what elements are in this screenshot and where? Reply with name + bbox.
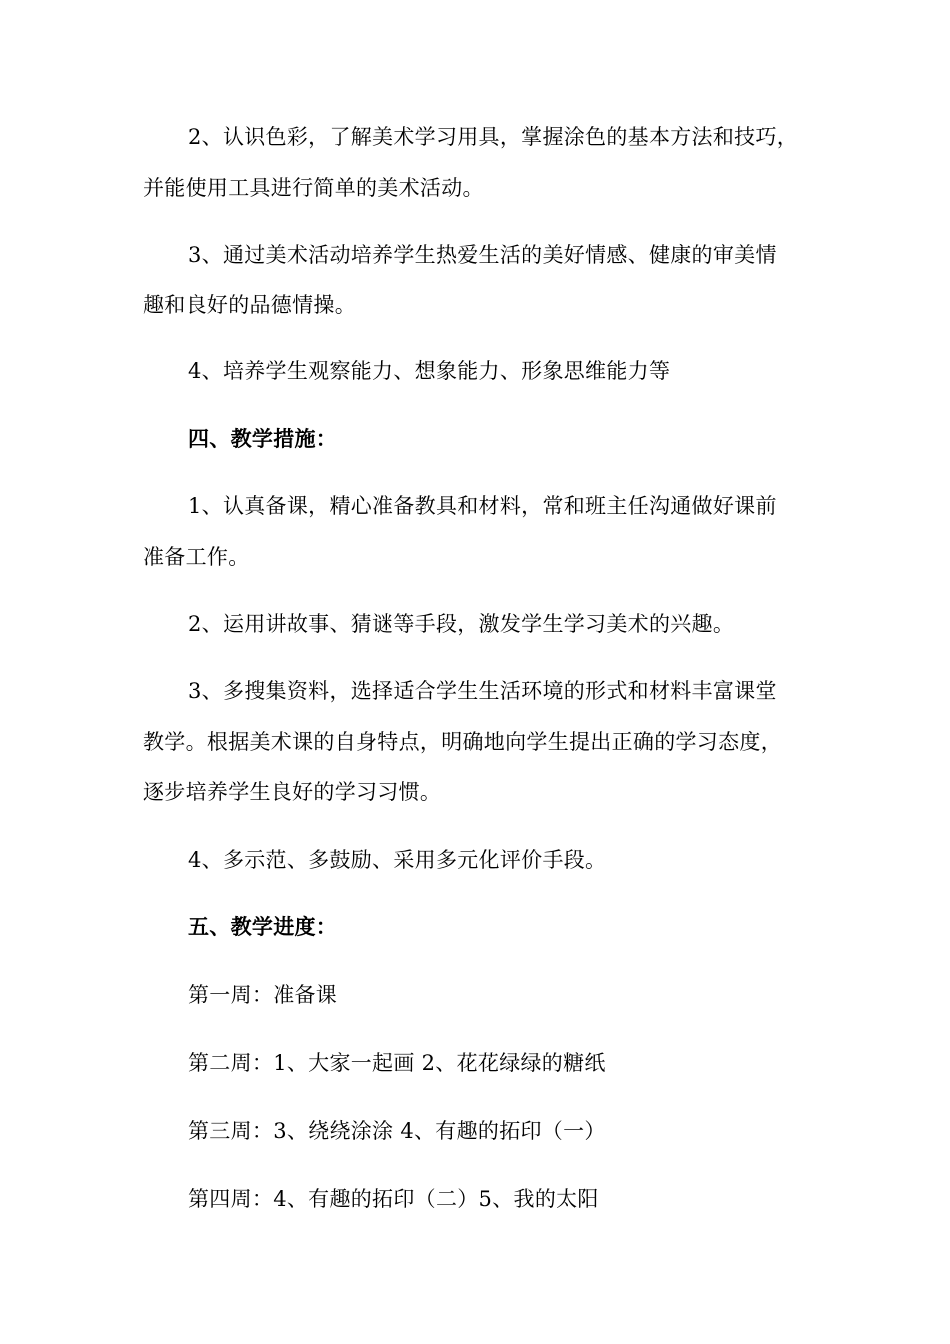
paragraph-line: 4、多示范、多鼓励、采用多元化评价手段。: [188, 848, 607, 872]
paragraph-line: 教学。根据美术课的自身特点，明确地向学生提出正确的学习态度，: [143, 730, 782, 754]
paragraph-line: 准备工作。: [143, 545, 250, 569]
paragraph-line: 3、通过美术活动培养学生热爱生活的美好情感、健康的审美情: [188, 243, 777, 267]
paragraph-line: 2、认识色彩，了解美术学习用具，掌握涂色的基本方法和技巧，: [188, 125, 799, 149]
paragraph-line: 逐步培养学生良好的学习习惯。: [143, 780, 442, 804]
section-heading: 四、教学措施：: [188, 426, 338, 451]
section-heading: 五、教学进度：: [188, 914, 338, 939]
paragraph-line: 1、认真备课，精心准备教具和材料，常和班主任沟通做好课前: [188, 494, 777, 518]
paragraph-line: 4、培养学生观察能力、想象能力、形象思维能力等: [188, 359, 671, 383]
schedule-item: 第一周：准备课: [188, 983, 338, 1007]
paragraph-line: 并能使用工具进行简单的美术活动。: [143, 176, 484, 200]
schedule-item: 第二周：1、大家一起画 2、花花绿绿的糖纸: [188, 1051, 606, 1075]
schedule-item: 第三周：3、绕绕涂涂 4、有趣的拓印（一）: [188, 1119, 606, 1143]
schedule-item: 第四周：4、有趣的拓印（二）5、我的太阳: [188, 1187, 599, 1211]
paragraph-line: 2、运用讲故事、猜谜等手段，激发学生学习美术的兴趣。: [188, 612, 735, 636]
paragraph-line: 3、多搜集资料，选择适合学生生活环境的形式和材料丰富课堂: [188, 679, 777, 703]
paragraph-line: 趣和良好的品德情操。: [143, 293, 356, 317]
